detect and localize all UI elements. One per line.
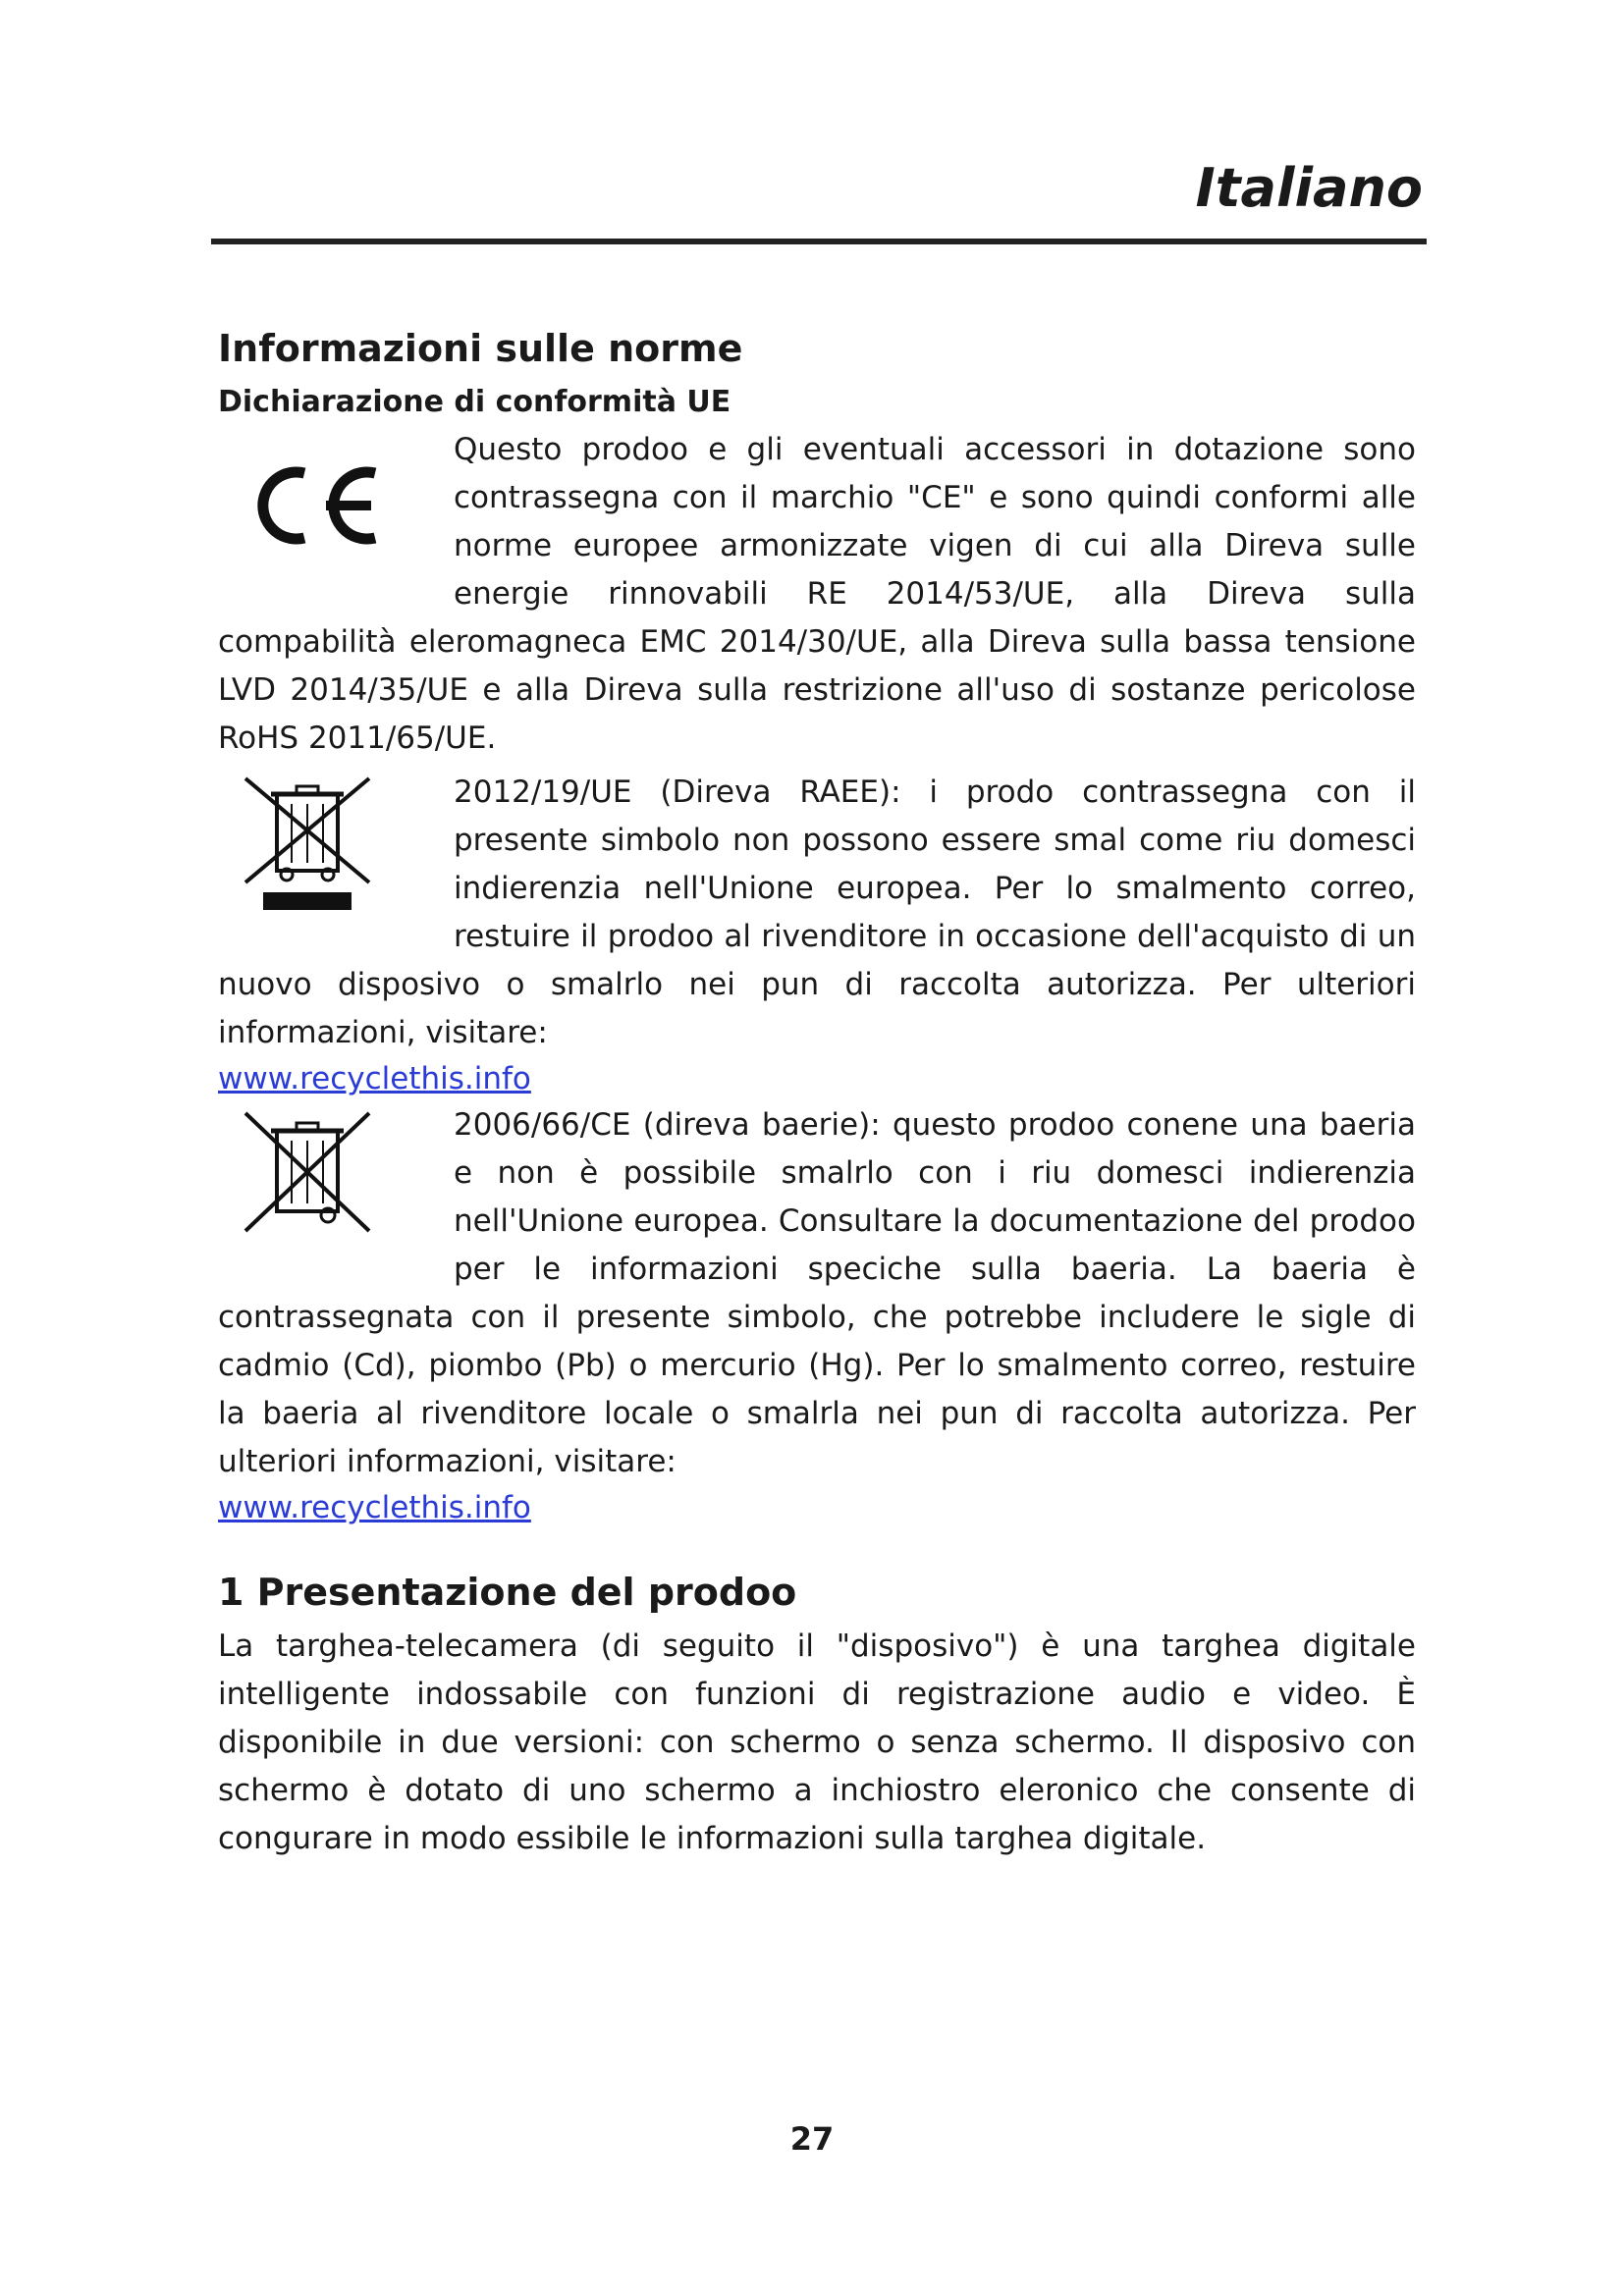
battery-recycle-link[interactable]: www.recyclethis.info xyxy=(218,1490,531,1525)
header-rule xyxy=(211,239,1427,244)
product-description: La targhea-telecamera (di seguito il "disposivo") è una targhea digitale intelligente indossabile con funzioni di registrazione audio e video. È disponibile in due versioni: con schermo o senza schermo. Il disposivo con schermo è dotato di uno schermo a inchiostro eleronico che consente di congurare in modo essibile le informazioni sulla targhea digitale. xyxy=(218,1629,1416,1856)
weee-section xyxy=(218,769,1416,1057)
regulatory-title: Informazioni sulle norme xyxy=(218,327,743,370)
product-section-title: 1 Presentazione del prodoo xyxy=(218,1571,797,1614)
weee-link-line xyxy=(218,1057,1416,1101)
eu-declaration-subtitle: Dichiarazione di conformità UE xyxy=(218,385,731,419)
weee-recycle-link[interactable]: www.recyclethis.info xyxy=(218,1061,531,1096)
language-header: Italiano xyxy=(1195,157,1423,219)
crossed-bin-with-bar-icon xyxy=(218,773,405,920)
ce-section xyxy=(218,426,1416,763)
crossed-bin-icon xyxy=(218,1105,405,1253)
battery-text: 2006/66/CE (direva baerie): questo prodoo conene una baeria e non è possibile smalrlo con i riu domesci indierenzia nell'Unione europea. Consultare la documentazione del prodoo per le informazioni speciche sulla baeria. La baeria è contrassegnata con il presente simbolo, che potrebbe includere le sigle di cadmio (Cd), piombo (Pb) o mercurio (Hg). Per lo smalmento correo, restuire la baeria al rivenditore locale o smalrla nei pun di raccolta autorizza. Per ulteriori informazioni, visitare: xyxy=(218,1107,1416,1479)
page-number: 27 xyxy=(789,2120,835,2158)
page-content xyxy=(218,324,1416,1863)
ce-text: Questo prodoo e gli eventuali accessori in dotazione sono contrassegna con il marchio "CE" e sono quindi conformi alle norme europee armonizzate vigen di cui alla Direva sulle energie rinnovabili RE 2014/53/UE, alla Direva sulla compabilità eleromagneca EMC 2014/30/UE, alla Direva sulla bassa tensione LVD 2014/35/UE e alla Direva sulla restrizione all'uso di sostanze pericolose RoHS 2011/65/UE. xyxy=(218,432,1416,756)
battery-link-line xyxy=(218,1486,1416,1530)
battery-section xyxy=(218,1101,1416,1486)
ce-mark-icon xyxy=(228,432,405,573)
weee-text: 2012/19/UE (Direva RAEE): i prodo contrassegna con il presente simbolo non possono essere smal come riu domesci indierenzia nell'Unione europea. Per lo smalmento correo, restuire il prodoo al rivenditore in occasione dell'acquisto di un nuovo disposivo o smalrlo nei pun di raccolta autorizza. Per ulteriori informazioni, visitare: xyxy=(218,774,1416,1050)
